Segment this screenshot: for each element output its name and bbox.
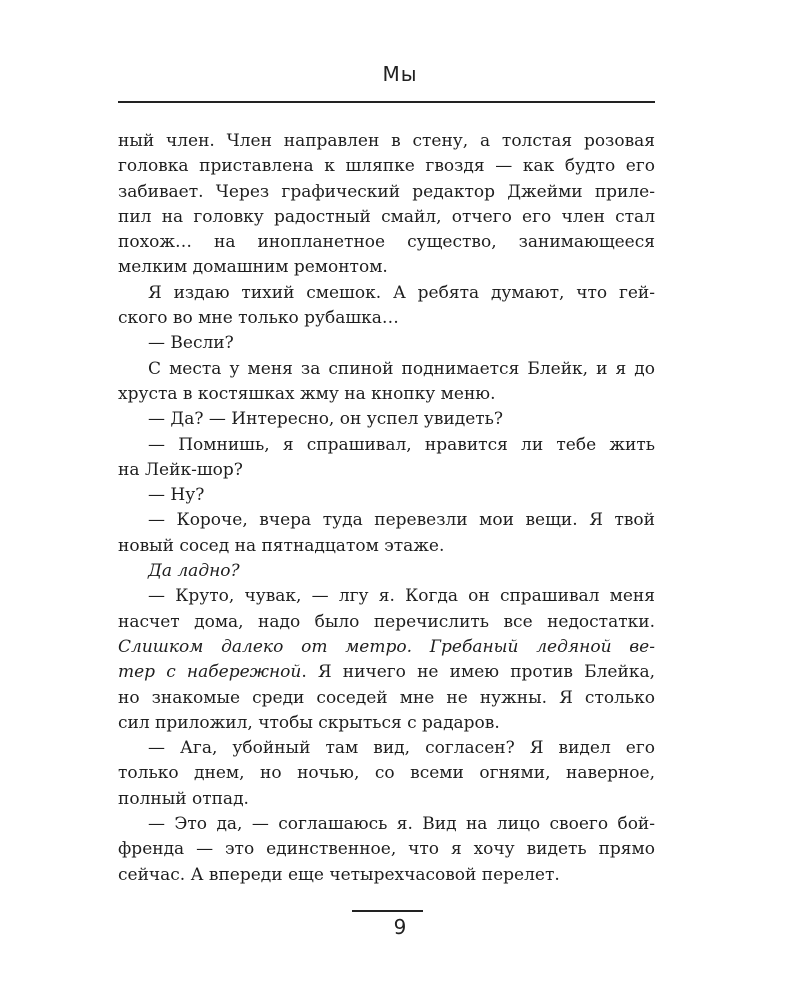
text-line — [118, 787, 655, 812]
text-run: на Лейк-шор? — [118, 459, 243, 480]
text-run: пил на головку радостный смайл, отчего его член стал — [118, 206, 655, 227]
text-run: головка приставлена к шляпке гвоздя — как будто его — [118, 156, 655, 177]
footer-rule — [352, 910, 423, 912]
text-line — [118, 508, 655, 533]
text-run: полный отпад. — [118, 788, 249, 809]
italic-text: Слишком далеко от метро. Гребаный ледяной ве- — [118, 636, 655, 657]
text-run: — Да? — Интересно, он успел увидеть? — [148, 409, 504, 430]
text-line — [118, 433, 655, 458]
text-line — [118, 331, 655, 356]
text-line — [118, 837, 655, 862]
text-line — [118, 761, 655, 786]
text-run: сейчас. А впереди еще четырехчасовой перелет. — [118, 864, 560, 885]
text-line — [118, 635, 655, 660]
text-run: только днем, но ночью, со всеми огнями, наверное, — [118, 763, 655, 784]
text-run: похож… на инопланетное существо, занимающееся — [118, 232, 655, 253]
page-number: 9 — [393, 915, 407, 939]
text-line — [118, 458, 655, 483]
text-run: — Весли? — [148, 333, 234, 354]
text-run: хруста в костяшках жму на кнопку меню. — [118, 383, 496, 404]
text-line — [118, 711, 655, 736]
text-line — [118, 281, 655, 306]
text-run: мелким домашним ремонтом. — [118, 257, 388, 278]
text-run: забивает. Через графический редактор Джейми приле- — [118, 181, 655, 202]
text-line — [118, 230, 655, 255]
text-line — [118, 154, 655, 179]
text-run: сил приложил, чтобы скрыться с радаров. — [118, 712, 500, 733]
text-run: С места у меня за спиной поднимается Блейк, и я до — [148, 358, 655, 379]
text-line — [118, 180, 655, 205]
text-run: . Я ничего не имею против Блейка, — [301, 662, 655, 683]
header-rule — [118, 101, 655, 103]
text-run: — Ну? — [148, 485, 205, 506]
text-line — [118, 407, 655, 432]
text-run: — Ага, убойный там вид, согласен? Я видел его — [148, 738, 655, 759]
text-line — [118, 534, 655, 559]
text-line — [118, 559, 655, 584]
text-run: френда — это единственное, что я хочу видеть прямо — [118, 839, 655, 860]
text-line — [118, 357, 655, 382]
text-line — [118, 584, 655, 609]
text-line — [118, 812, 655, 837]
italic-text: Да ладно? — [148, 561, 240, 582]
text-run: ный член. Член направлен в стену, а толстая розовая — [118, 131, 655, 151]
text-run: — Круто, чувак, — лгу я. Когда он спрашивал меня — [148, 586, 655, 607]
italic-text: тер с набережной — [118, 662, 302, 683]
text-run: — Короче, вчера туда перевезли мои вещи. Я твой — [148, 510, 655, 531]
text-line — [118, 382, 655, 407]
text-run: насчет дома, надо было перечислить все недостатки. — [118, 611, 655, 632]
text-line — [118, 863, 655, 888]
text-run: — Помнишь, я спрашивал, нравится ли тебе жить — [148, 434, 655, 455]
text-line — [118, 306, 655, 331]
text-line — [118, 205, 655, 230]
text-line — [118, 736, 655, 761]
text-run: ского во мне только рубашка… — [118, 308, 399, 329]
text-line — [118, 483, 655, 508]
text-line — [118, 610, 655, 635]
text-run: новый сосед на пятнадцатом этаже. — [118, 535, 445, 556]
text-run: — Это да, — соглашаюсь я. Вид на лицо своего бой- — [148, 814, 655, 835]
text-line — [118, 660, 655, 685]
running-head: Мы — [382, 62, 418, 86]
body-text — [118, 129, 655, 888]
text-run: Я издаю тихий смешок. А ребята думают, что гей- — [148, 282, 655, 303]
text-run: но знакомые среди соседей мне не нужны. Я столько — [118, 687, 655, 708]
text-line — [118, 129, 655, 154]
text-line — [118, 255, 655, 280]
text-line — [118, 686, 655, 711]
